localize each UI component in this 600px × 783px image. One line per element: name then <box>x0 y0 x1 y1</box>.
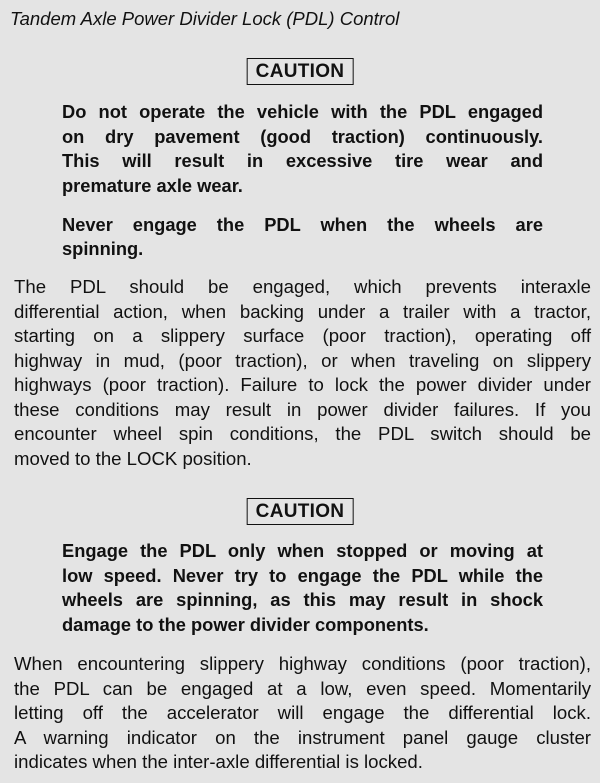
text-line: highway in mud, (poor traction), or when traveling on slippery <box>14 349 591 371</box>
text-line: letting off the accelerator will engage the differential lock. <box>14 702 591 723</box>
text-line: Engage the PDL only when stopped or moving at <box>62 540 543 561</box>
text-line: encounter wheel spin conditions, the PDL switch should be <box>14 423 591 444</box>
caution-text <box>62 100 543 262</box>
text-line: This will result in excessive tire wear and <box>62 150 543 171</box>
text-line: damage to the power divider components. <box>62 613 429 635</box>
text-line: Do not operate the vehicle with the PDL engaged <box>62 101 543 122</box>
text-line: low speed. Never try to engage the PDL while the <box>62 564 543 586</box>
text-line: A warning indicator on the instrument panel gauge cluster <box>14 726 591 748</box>
body-paragraph <box>14 275 591 471</box>
text-line: differential action, when backing under a trailer with a tractor, <box>14 300 591 322</box>
caution-label: CAUTION <box>247 58 354 85</box>
text-line: The PDL should be engaged, which prevents interaxle <box>14 276 591 297</box>
text-line: indicates when the inter-axle differential is locked. <box>14 751 423 772</box>
text-line: these conditions may result in power divider failures. If you <box>14 398 591 420</box>
section-title: Tandem Axle Power Divider Lock (PDL) Control <box>10 8 400 29</box>
text-line: premature axle wear. <box>62 174 243 196</box>
text-line: highways (poor traction). Failure to lock the power divider under <box>14 374 591 395</box>
body-paragraph <box>14 652 591 775</box>
caution-label: CAUTION <box>247 498 354 525</box>
text-line: wheels are spinning, as this may result in shock <box>62 589 543 610</box>
text-line: moved to the LOCK position. <box>14 447 252 469</box>
text-line: When encountering slippery highway conditions (poor traction), <box>14 653 591 674</box>
caution-text <box>62 539 543 637</box>
text-line: on dry pavement (good traction) continuously. <box>62 125 543 147</box>
text-line: the PDL can be engaged at a low, even speed. Momentarily <box>14 677 591 699</box>
text-line: spinning. <box>62 238 144 259</box>
text-line: starting on a slippery surface (poor traction), operating off <box>14 325 591 346</box>
text-line: Never engage the PDL when the wheels are <box>62 213 543 235</box>
